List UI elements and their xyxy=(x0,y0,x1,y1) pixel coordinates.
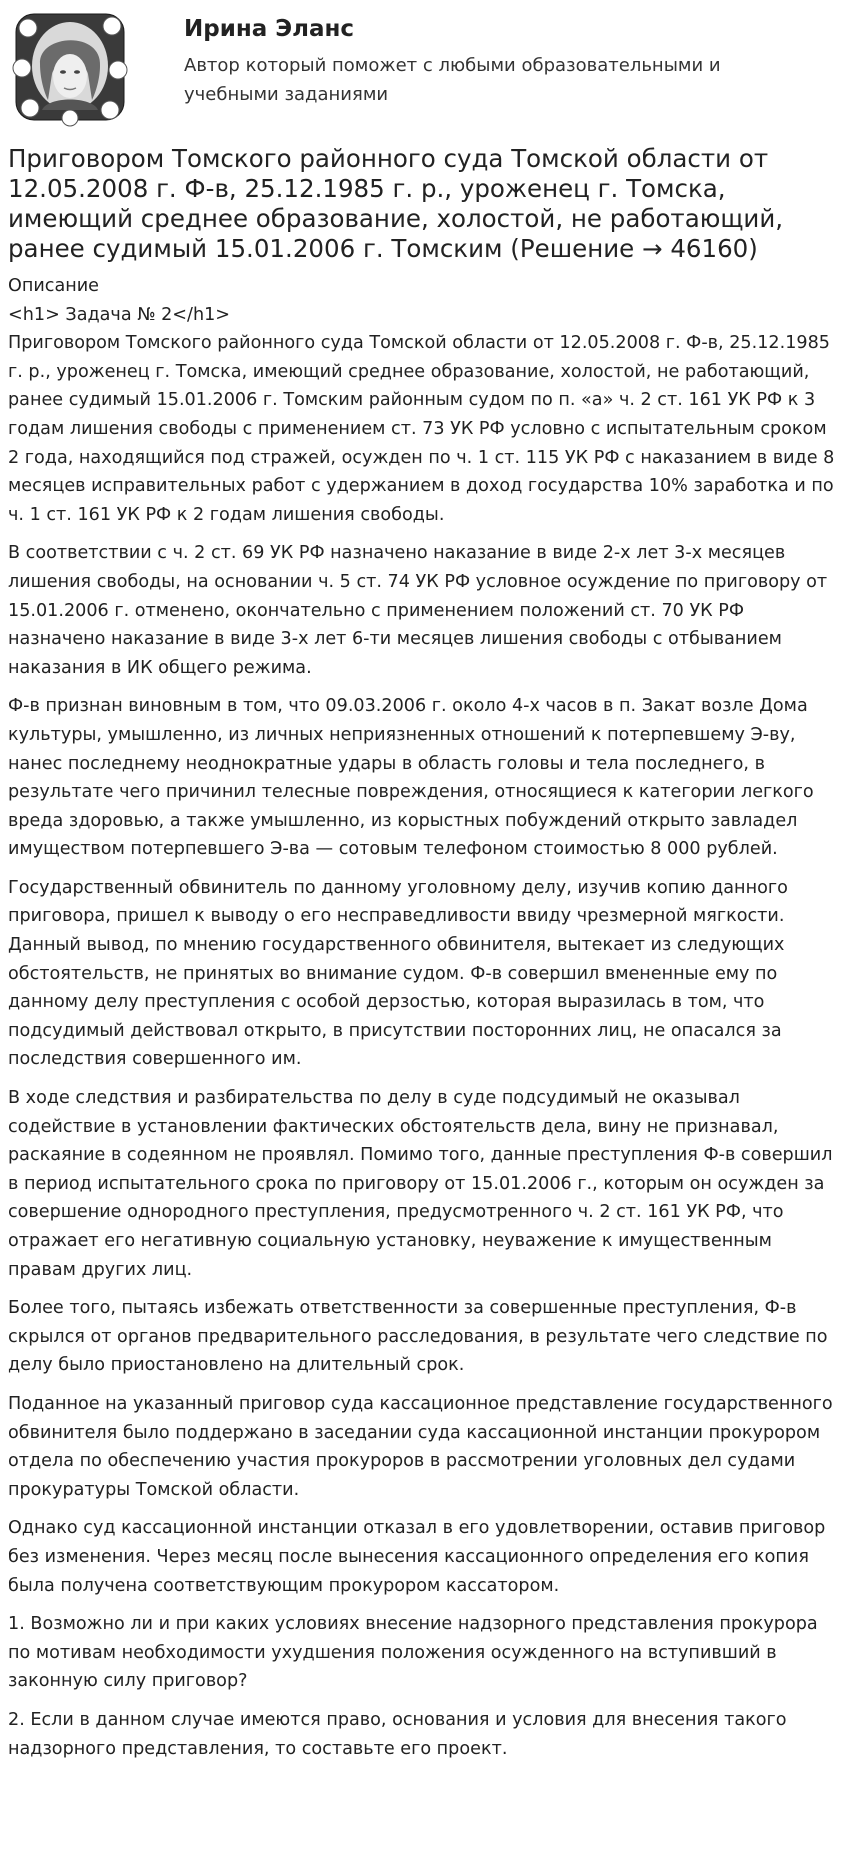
paragraph: Однако суд кассационной инстанции отказал в его удовлетворении, оставив приговор без изменения. Через месяц после вынесения кассационного определения его копия была получена соответствующим прокурором кассатором. xyxy=(8,1518,826,1596)
paragraph: В соответствии с ч. 2 ст. 69 УК РФ назначено наказание в виде 2-х лет 3-х месяцев лишения свободы, на основании ч. 5 ст. 74 УК РФ условное осуждение по приговору от 15.01.2006 г. отменено, окончательно с применением положений ст. 70 УК РФ назначено наказание в виде 3-х лет 6-ти месяцев лишения свободы с отбыванием наказания в ИК общего режима. xyxy=(8,543,828,678)
paragraph: В ходе следствия и разбирательства по делу в суде подсудимый не оказывал содействие в установлении фактических обстоятельств дела, вину не признавал, раскаяние в содеянном не проявлял. Помимо того, данные преступления Ф-в совершил в период испытательного срока по приговору от 15.01.2006 г., которым он осужден за совершение однородного преступления, предусмотренного ч. 2 ст. 161 УК РФ, что отражает его негативную социальную установку, неуважение к имущественным правам других лиц. xyxy=(8,1088,833,1280)
author-card xyxy=(8,8,839,128)
author-description: Автор который поможет с любыми образовательными и учебными заданиями xyxy=(184,55,721,105)
page-title: Приговором Томского районного суда Томской области от 12.05.2008 г. Ф-в, 25.12.1985 г. р., уроженец г. Томска, имеющий среднее образование, холостой, не работающий, ранее судимый 15.01.2006 г. Томским (Решение → 46160) xyxy=(8,144,784,263)
paragraph: Государственный обвинитель по данному уголовному делу, изучив копию данного приговора, пришел к выводу о его несправедливости ввиду чрезмерной мягкости. Данный вывод, по мнению государственного обвинителя, вытекает из следующих обстоятельств, не принятых во внимание судом. Ф-в совершил вмененные ему по данному делу преступления с особой дерзостью, которая выразилась в том, что подсудимый действовал открыто, в присутствии посторонних лиц, не опасался за последствия совершенного им. xyxy=(8,877,788,1070)
author-name[interactable]: Ирина Эланс xyxy=(184,16,355,42)
author-avatar[interactable] xyxy=(8,8,132,128)
paragraph: Ф-в признан виновным в том, что 09.03.2006 г. около 4-х часов в п. Закат возле Дома культуры, умышленно, из личных неприязненных отношений к потерпевшему Э-ву, нанес последнему неоднократные удары в область головы и тела последнего, в результате чего причинил телесные повреждения, относящиеся к категории легкого вреда здоровью, а также умышленно, из корыстных побуждений открыто завладел имуществом потерпевшего Э-ва — сотовым телефоном стоимостью 8 000 рублей. xyxy=(8,696,814,860)
question-1: 1. Возможно ли и при каких условиях внесение надзорного представления прокурора по мотивам необходимости ухудшения положения осужденного на вступивший в законную силу приговор? xyxy=(8,1614,818,1692)
question-2: 2. Если в данном случае имеются право, основания и условия для внесения такого надзорного представления, то составьте его проект. xyxy=(8,1709,787,1759)
paragraph: Более того, пытаясь избежать ответственности за совершенные преступления, Ф-в скрылся от органов предварительного расследования, в результате чего следствие по делу было приостановлено на длительный срок. xyxy=(8,1298,828,1376)
description-label: Описание xyxy=(8,276,100,296)
paragraph: Приговором Томского районного суда Томской области от 12.05.2008 г. Ф-в, 25.12.1985 г. р., уроженец г. Томска, имеющий среднее образование, холостой, не работающий, ранее судимый 15.01.2006 г. Томским районным судом по п. «а» ч. 2 ст. 161 УК РФ к 3 годам лишения свободы с применением ст. 73 УК РФ условно с испытательным сроком 2 года, находящийся под стражей, осужден по ч. 1 ст. 115 УК РФ с наказанием в виде 8 месяцев исправительных работ с удержанием в доход государства 10% заработка и по ч. 1 ст. 161 УК РФ к 2 годам лишения свободы. xyxy=(8,333,835,525)
raw-heading: <h1> Задача № 2</h1> xyxy=(8,304,231,325)
paragraph: Поданное на указанный приговор суда кассационное представление государственного обвинителя было поддержано в заседании суда кассационной инстанции прокурором отдела по обеспечению участия прокуроров в рассмотрении уголовных дел судами прокуратуры Томской области. xyxy=(8,1393,833,1500)
task-content xyxy=(8,272,838,1773)
